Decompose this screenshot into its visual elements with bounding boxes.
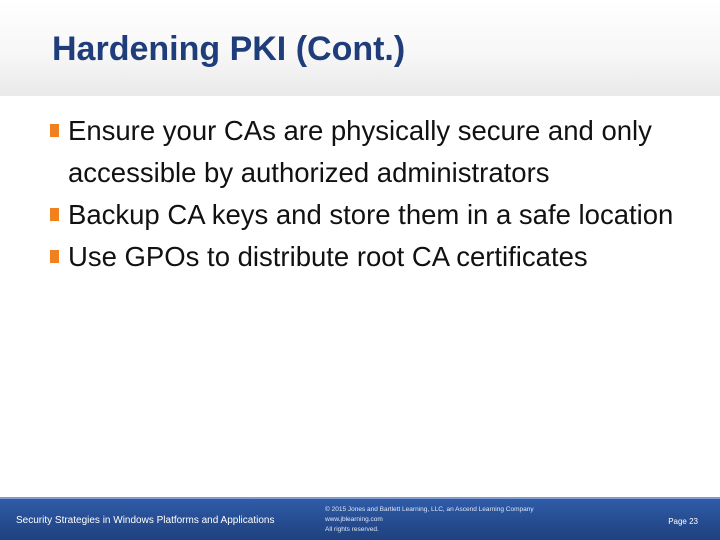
slide-title: Hardening PKI (Cont.) (52, 30, 406, 68)
bullet-item (50, 194, 690, 236)
bullet-text: Ensure your CAs are physically secure and only accessible by authorized administrators (68, 115, 652, 188)
bullet-item (50, 110, 690, 194)
bullet-text: Backup CA keys and store them in a safe location (68, 199, 674, 230)
copyright-line: © 2015 Jones and Bartlett Learning, LLC, an Ascend Learning Company (325, 506, 534, 513)
square-bullet-icon (50, 250, 59, 263)
footer-bar (0, 497, 720, 540)
website-link: www.jblearning.com (325, 516, 383, 523)
course-title: Security Strategies in Windows Platforms and Applications (16, 515, 275, 526)
square-bullet-icon (50, 208, 59, 221)
bullet-item (50, 236, 690, 278)
page-number: Page 23 (668, 517, 698, 526)
copyright-notice (325, 505, 534, 535)
bullet-list (50, 110, 690, 278)
rights-line: All rights reserved. (325, 526, 379, 533)
square-bullet-icon (50, 124, 59, 137)
bullet-text: Use GPOs to distribute root CA certificates (68, 241, 588, 272)
